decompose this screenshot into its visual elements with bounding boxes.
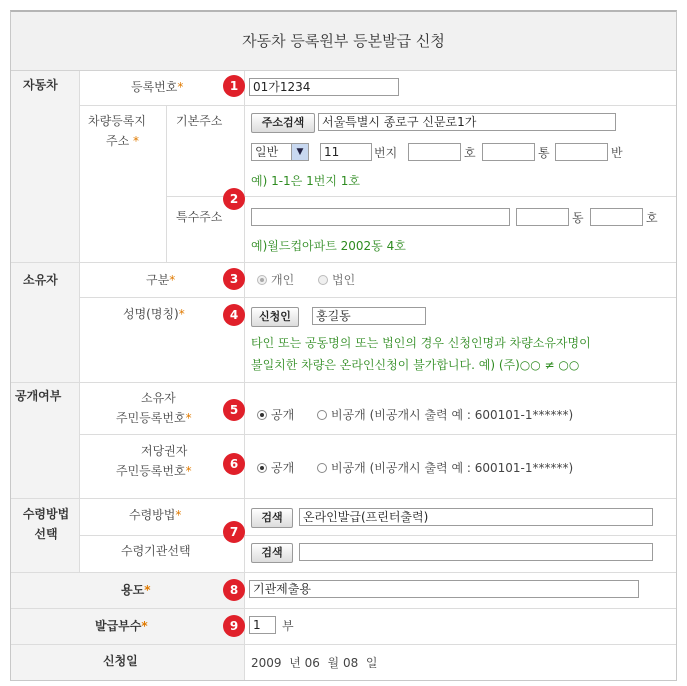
owner-private-label: 비공개 (비공개시 출력 예 : 600101-1******) (331, 408, 574, 422)
dong-unit-label: 동 (572, 211, 584, 225)
copies-label: 발급부수 (95, 619, 142, 633)
application-date: 2009 년 06 월 08 일 (251, 656, 378, 670)
step-badge-8: 8 (223, 579, 245, 601)
step-badge-5: 5 (223, 399, 245, 421)
step-badge-2: 2 (223, 188, 245, 210)
owner-id-label-line2: 주민등록번호 (116, 411, 186, 425)
section-disclosure: 공개여부 (15, 389, 62, 403)
step-badge-3: 3 (223, 268, 245, 290)
ho-unit-label: 호 (464, 146, 476, 160)
receive-office-label: 수령기관선택 (121, 544, 191, 558)
basic-address-example: 예) 1-1은 1번지 1호 (251, 174, 360, 188)
purpose-input[interactable]: 기관제출용 (249, 580, 639, 598)
owner-public-label: 공개 (271, 408, 295, 422)
receive-method-search-button[interactable]: 검색 (251, 508, 293, 528)
name-warning-line2: 불일치한 차량은 온라인신청이 불가합니다. 예) (주)○○ ≠ ○○ (251, 358, 580, 372)
address-input[interactable]: 서울특별시 종로구 신문로1가 (318, 113, 616, 131)
address-label-line2: 주소 (106, 134, 130, 148)
special-ho-input[interactable] (590, 208, 643, 226)
copies-unit-label: 부 (282, 619, 294, 633)
date-label: 신청일 (103, 654, 138, 668)
ho-input[interactable] (408, 143, 461, 161)
receive-method-input[interactable]: 온라인발급(프린터출력) (299, 508, 653, 526)
purpose-label: 용도 (121, 583, 145, 597)
mortgage-public-label: 공개 (271, 461, 295, 475)
type-personal-label: 개인 (271, 273, 295, 287)
section-receive: 수령방법 선택 (22, 507, 70, 541)
special-address-label: 특수주소 (176, 210, 223, 224)
date-month: 06 (304, 656, 320, 670)
mortgage-id-label-line1: 저당권자 (141, 444, 188, 458)
chevron-down-icon: ▼ (291, 144, 308, 160)
receive-method-label: 수령방법 (129, 508, 176, 522)
lot-type-select[interactable]: 일반 ▼ (251, 143, 309, 161)
copies-input[interactable]: 1 (249, 616, 276, 634)
owner-private-radio[interactable] (317, 410, 327, 420)
reg-number-input[interactable]: 01가1234 (249, 78, 399, 96)
name-input[interactable]: 홍길동 (312, 307, 426, 325)
tong-unit-label: 통 (538, 146, 550, 160)
type-label: 구분 (146, 273, 170, 287)
step-badge-6: 6 (223, 453, 245, 475)
receive-office-search-button[interactable]: 검색 (251, 543, 293, 563)
mortgage-public-radio[interactable] (257, 463, 267, 473)
step-badge-4: 4 (223, 304, 245, 326)
section-owner: 소유자 (23, 273, 58, 287)
lot-number-input[interactable]: 11 (320, 143, 372, 161)
mortgage-private-label: 비공개 (비공개시 출력 예 : 600101-1******) (331, 461, 574, 475)
form-title: 자동차 등록원부 등본발급 신청 (11, 12, 676, 71)
application-form: 자동차 등록원부 등본발급 신청 자동차 소유자 공개여부 수령방법 선택 등록번호* 1 01가1234 차량등록지 주소 * 기본주소 주소검색 서울특별시 종로구 신문로1가 일반 ▼ 11 번지 호 통 반 예) 1-1은 1번지 1호 2 특수주소 동 호 예)월드컵아파트 2002동 4호 구분* 3 개인 법인 성명(명칭)* 4 신청인 홍길동 타인 또는 공동명의 또는 법인의 경우 신청인명과 차량소유자명이 불일치한 차량은 온라인신청이 불가합니다. 예) (주)○○ ≠ ○○ 소유자 주민등록번호* 5 공개 비공개 (비공개시 출력 예 : 600101-1******) 저당권자 주민등록번호* 6 공개 비공개 (비공개시 출력 예 : 600101-1******) 수령방법* 검색 온라인발급(프린터출력) 7 수령기관선택 검색 용도* 8 기관제출용 발급부수* 9 1 부 신청일 2009 년 06 월 08 일 (10, 10, 677, 681)
step-badge-1: 1 (223, 75, 245, 97)
mortgage-private-radio[interactable] (317, 463, 327, 473)
special-address-input[interactable] (251, 208, 510, 226)
address-label-line1: 차량등록지 (88, 114, 146, 128)
special-ho-unit-label: 호 (646, 211, 658, 225)
basic-address-label: 기본주소 (176, 114, 223, 128)
name-label: 성명(명칭) (123, 307, 179, 321)
section-car: 자동차 (23, 78, 58, 92)
dong-input[interactable] (516, 208, 569, 226)
special-address-example: 예)월드컵아파트 2002동 4호 (251, 239, 406, 253)
date-year: 2009 (251, 656, 282, 670)
ban-unit-label: 반 (611, 146, 623, 160)
date-day: 08 (342, 656, 359, 670)
name-warning-line1: 타인 또는 공동명의 또는 법인의 경우 신청인명과 차량소유자명이 (251, 336, 591, 350)
tong-input[interactable] (482, 143, 535, 161)
owner-id-label-line1: 소유자 (141, 391, 176, 405)
address-search-button[interactable]: 주소검색 (251, 113, 315, 133)
type-personal-radio[interactable] (257, 275, 267, 285)
owner-public-radio[interactable] (257, 410, 267, 420)
receive-office-input[interactable] (299, 543, 653, 561)
step-badge-7: 7 (223, 521, 245, 543)
applicant-button[interactable]: 신청인 (251, 307, 299, 327)
ban-input[interactable] (555, 143, 608, 161)
lot-unit-label: 번지 (374, 146, 398, 160)
reg-number-label: 등록번호 (131, 80, 178, 94)
type-corporate-radio[interactable] (318, 275, 328, 285)
mortgage-id-label-line2: 주민등록번호 (116, 464, 186, 478)
step-badge-9: 9 (223, 615, 245, 637)
type-corporate-label: 법인 (332, 273, 356, 287)
